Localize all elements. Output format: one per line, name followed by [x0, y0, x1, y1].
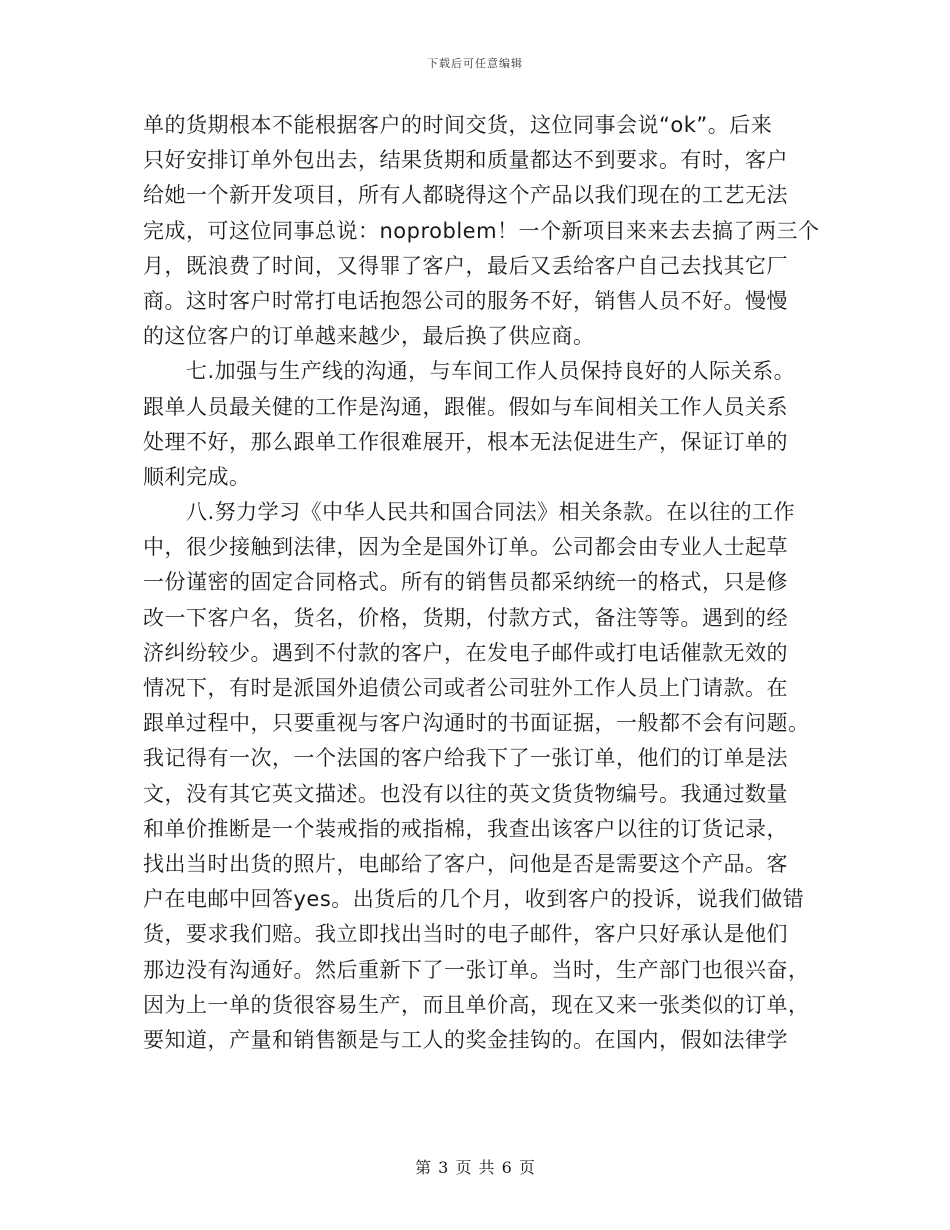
section-heading-line: 七.加强与生产线的沟通，与车间工作人员保持良好的人际关系。	[143, 359, 796, 384]
text-line: 那边没有沟通好。然后重新下了一张订单。当时，生产部门也很兴奋，	[143, 957, 810, 982]
text-line: 单的货期根本不能根据客户的时间交货，这位同事会说“ok”。后来	[143, 113, 773, 137]
text-line: 文，没有其它英文描述。也没有以往的英文货货物编号。我通过数量	[143, 781, 788, 806]
page-number-footer: 第 3 页 共 6 页	[415, 1158, 535, 1177]
text-line: 处理不好，那么跟单工作很难展开，根本无法促进生产，保证订单的	[143, 429, 788, 454]
text-line: 户在电邮中回答yes。出货后的几个月，收到客户的投诉，说我们做错	[143, 887, 805, 912]
text-line: 我记得有一次，一个法国的客户给我下了一张订单，他们的订单是法	[143, 746, 788, 771]
text-line: 顺利完成。	[143, 464, 251, 489]
text-line: 月，既浪费了时间，又得罪了客户，最后又丢给客户自己去找其它厂	[143, 253, 788, 278]
text-line: 商。这时客户时常打电话抱怨公司的服务不好，销售人员不好。慢慢	[143, 288, 788, 313]
text-line: 的这位客户的订单越来越少，最后换了供应商。	[143, 324, 595, 349]
text-line: 找出当时出货的照片，电邮给了客户，问他是否是需要这个产品。客	[143, 851, 788, 876]
text-line: 改一下客户名，货名，价格，货期，付款方式，备注等等。遇到的经	[143, 605, 788, 630]
document-body	[143, 108, 820, 1058]
text-line: 中，很少接触到法律，因为全是国外订单。公司都会由专业人士起草	[143, 535, 788, 560]
text-line: 完成，可这位同事总说：noproblem！一个新项目来来去去搞了两三个	[143, 218, 820, 243]
text-line: 和单价推断是一个装戒指的戒指棉，我查出该客户以往的订货记录，	[143, 816, 788, 841]
text-line: 情况下，有时是派国外追债公司或者公司驻外工作人员上门请款。在	[143, 676, 788, 700]
text-line: 一份谨密的固定合同格式。所有的销售员都采纳统一的格式，只是修	[143, 570, 788, 595]
text-line: 济纠纷较少。遇到不付款的客户，在发电子邮件或打电话催款无效的	[143, 640, 788, 665]
page-header: 下载后可任意编辑	[427, 57, 523, 70]
section-heading-line: 八.努力学习《中华人民共和国合同法》相关条款。在以往的工作	[143, 500, 796, 525]
text-line: 要知道，产量和销售额是与工人的奖金挂钩的。在国内，假如法律学	[143, 1027, 788, 1052]
text-line: 货，要求我们赔。我立即找出当时的电子邮件，客户只好承认是他们	[143, 922, 788, 947]
text-line: 因为上一单的货很容易生产，而且单价高，现在又来一张类似的订单，	[143, 992, 810, 1017]
text-line: 跟单过程中，只要重视与客户沟通时的书面证据，一般都不会有问题。	[143, 711, 810, 736]
text-line: 跟单人员最关健的工作是沟通，跟催。假如与车间相关工作人员关系	[143, 394, 788, 419]
text-line: 只好安排订单外包出去，结果货期和质量都达不到要求。有时，客户	[143, 148, 788, 173]
text-line: 给她一个新开发项目，所有人都晓得这个产品以我们现在的工艺无法	[143, 183, 788, 208]
